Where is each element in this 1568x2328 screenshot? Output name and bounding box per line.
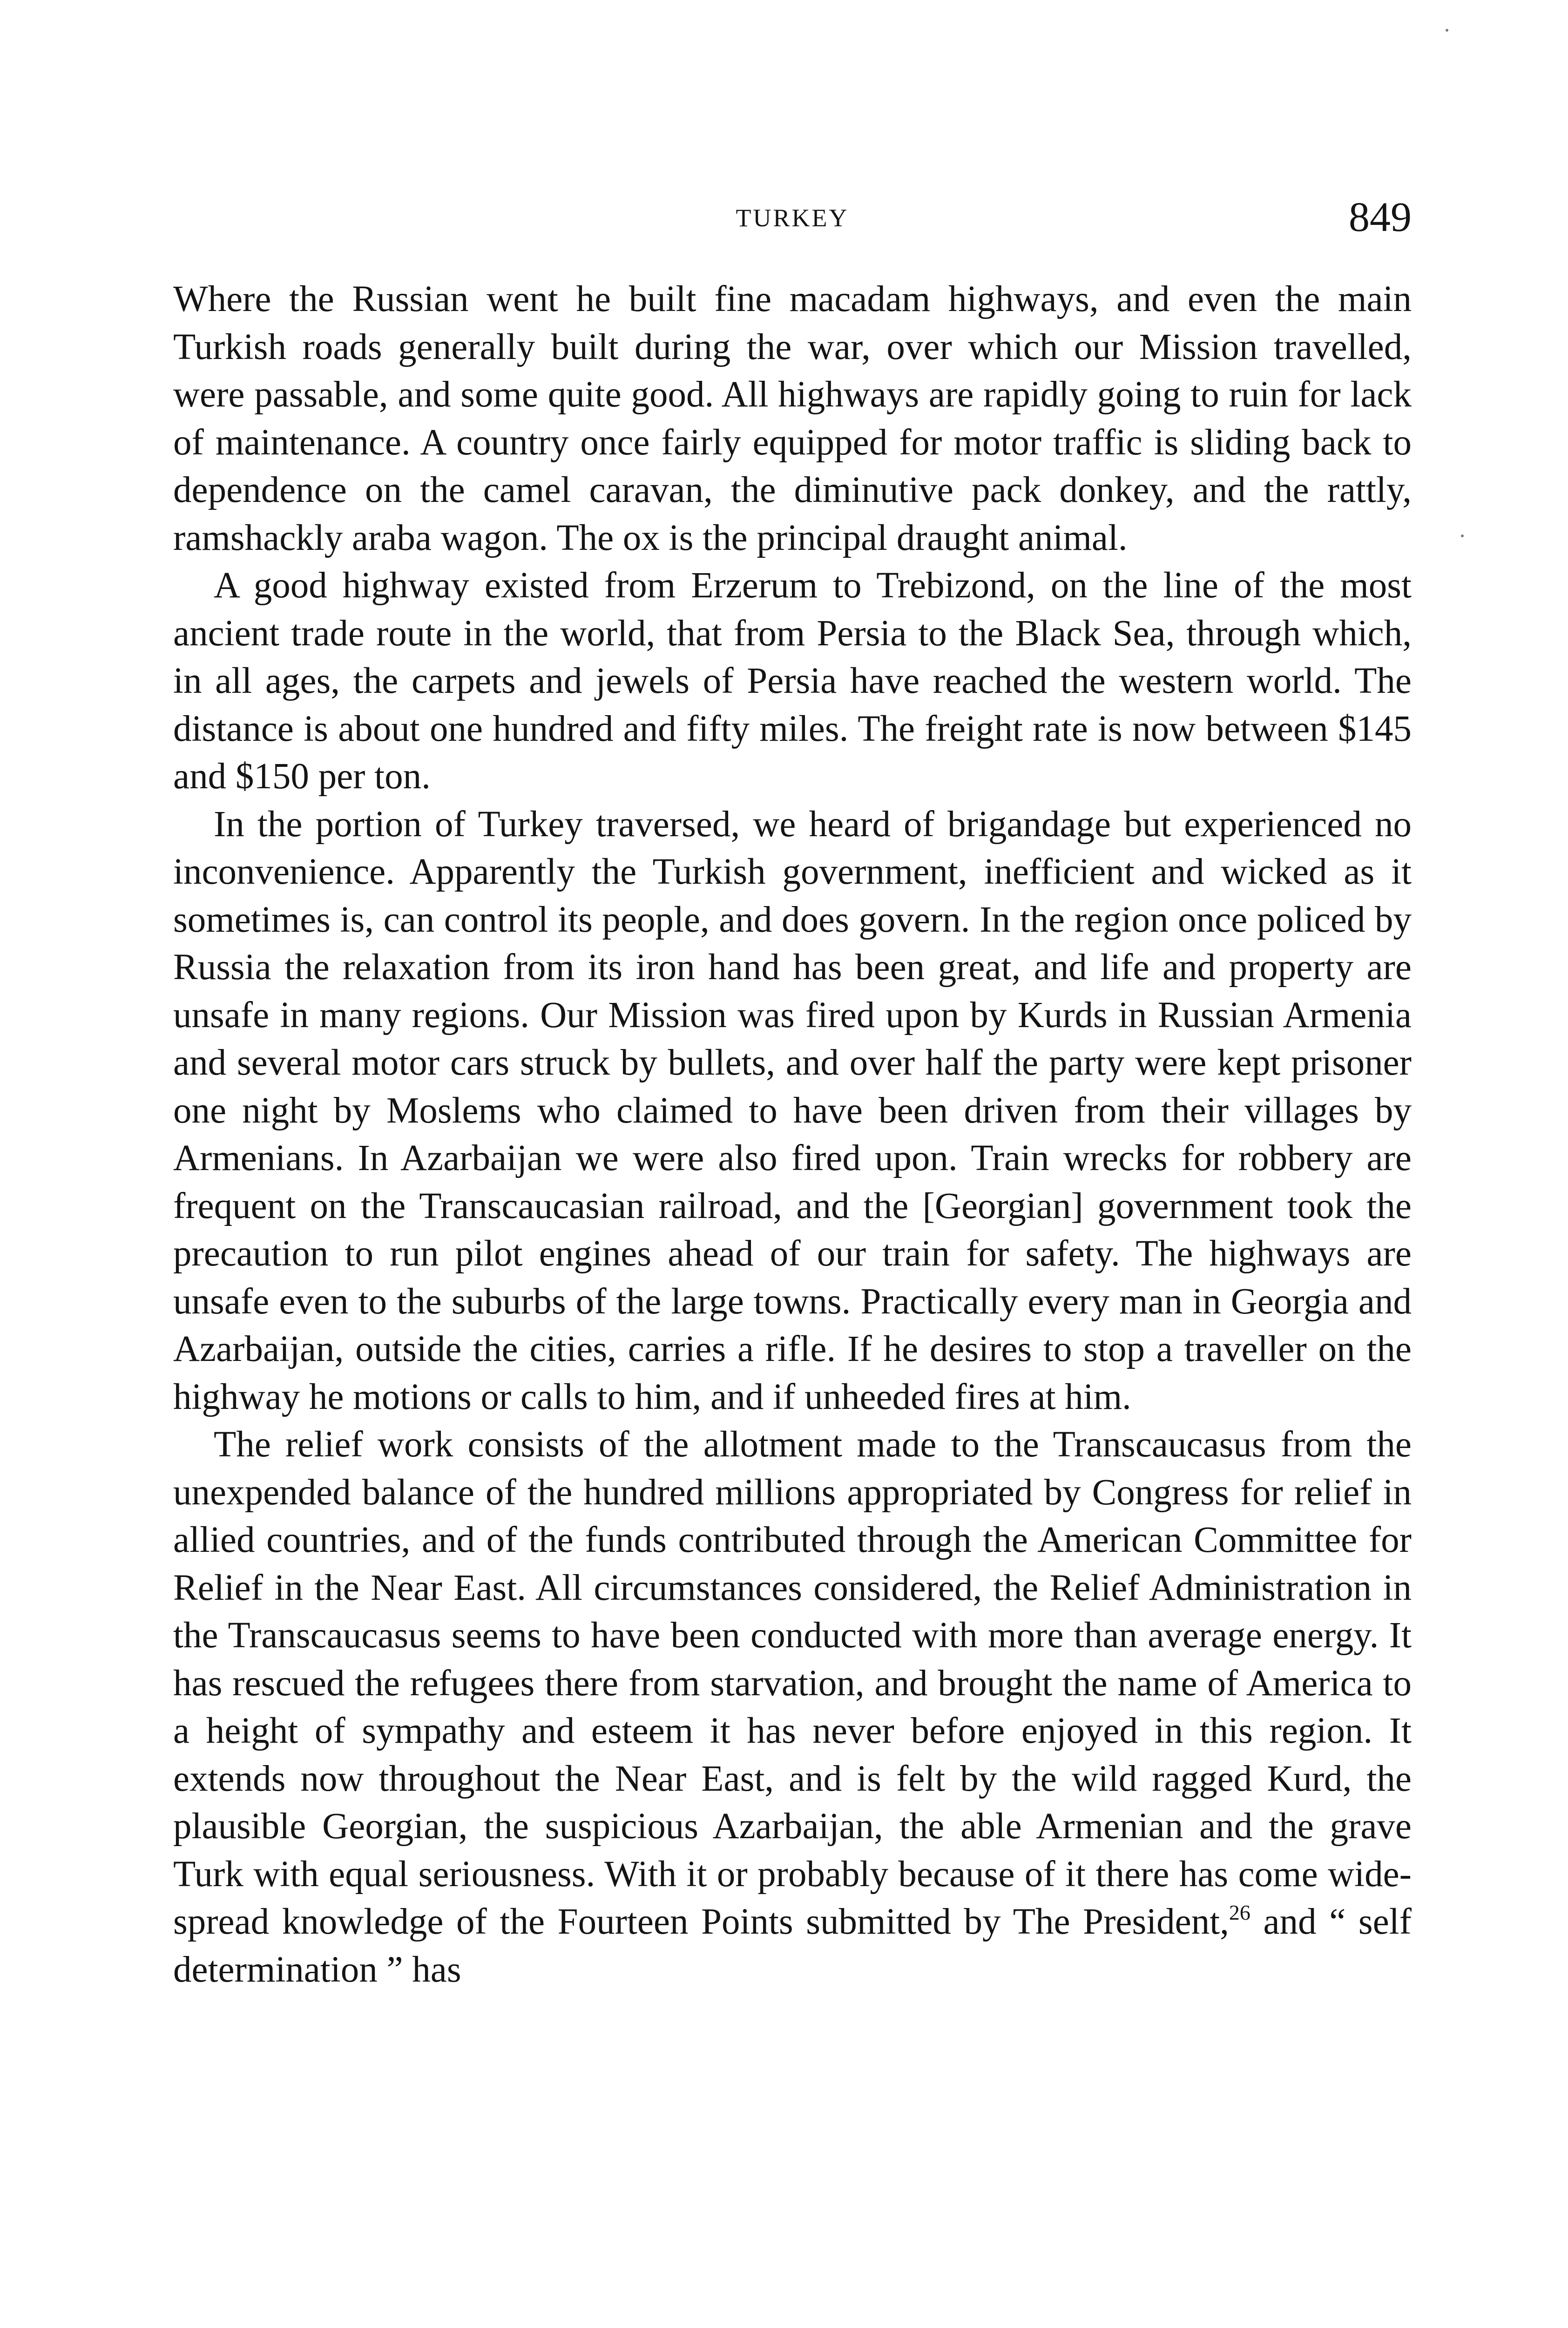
page-number: 849 — [1349, 194, 1412, 240]
running-head — [173, 193, 1412, 249]
relief-text-before-note: The relief work consists of the allotment made to the Transcaucasus from the unexpended balance of the hundred millions appropriated by Congress for relief in allied countries, and of the funds contributed through the American Committee for Relief in the Near East. All circumstances considered, the Relief Administration in the Transcaucasus seems to have been conducted with more than average energy. It has rescued the refugees there from starvation, and brought the name of America to a height of sympathy and esteem it has never before enjoyed in this region. It extends now throughout the Near East, and is felt by the wild ragged Kurd, the plausible Georgian, the suspicious Azarbaijan, the able Armenian and the grave Turk with equal seriousness. With it or probably because of it there has come wide-spread knowledge of the Fourteen Points submitted by The President, — [173, 1424, 1412, 1942]
scan-speck — [1446, 29, 1448, 32]
running-title: TURKEY — [736, 204, 849, 232]
relief-text-after-note: and “ self determination ” has — [173, 1902, 1412, 1990]
paragraph-highways: Where the Russian went he built fine macadam highways, and even the main Turkish roads generally built during the war, over which our Mission travelled, were passable, and some quite good. All highways are rapidly going to ruin for lack of maintenance. A country once fairly equipped for motor traffic is sliding back to dependence on the camel caravan, the diminutive pack donkey, and the rattly, ramshackly araba wagon. The ox is the principal draught animal. — [173, 279, 1412, 558]
paragraph-trade-route: A good highway existed from Erzerum to Trebizond, on the line of the most ancient trade route in the world, that from Persia to the Black Sea, through which, in all ages, the carpets and jewels of Persia have reached the western world. The distance is about one hundred and fifty miles. The freight rate is now between $145 and $150 per ton. — [173, 565, 1412, 797]
paragraph-relief-work — [173, 1421, 1412, 1994]
body-text — [173, 276, 1412, 1994]
footnote-reference: 26 — [1229, 1901, 1250, 1924]
paragraph-brigandage: In the portion of Turkey traversed, we heard of brigandage but experienced no inconvenience. Apparently the Turkish government, inefficient and wicked as it sometimes is, can control its people, and does govern. In the region once policed by Russia the relaxation from its iron hand has been great, and life and property are unsafe in many regions. Our Mission was fired upon by Kurds in Russian Armenia and several motor cars struck by bullets, and over half the party were kept prisoner one night by Moslems who claimed to have been driven from their villages by Armenians. In Azarbaijan we were also fired upon. Train wrecks for robbery are frequent on the Transcaucasian railroad, and the [Georgian] government took the precaution to run pilot engines ahead of our train for safety. The highways are unsafe even to the suburbs of the large towns. Practically every man in Georgia and Azarbaijan, outside the cities, carries a rifle. If he desires to stop a traveller on the highway he motions or calls to him, and if unheeded fires at him. — [173, 804, 1412, 1417]
scan-speck — [1461, 535, 1464, 537]
